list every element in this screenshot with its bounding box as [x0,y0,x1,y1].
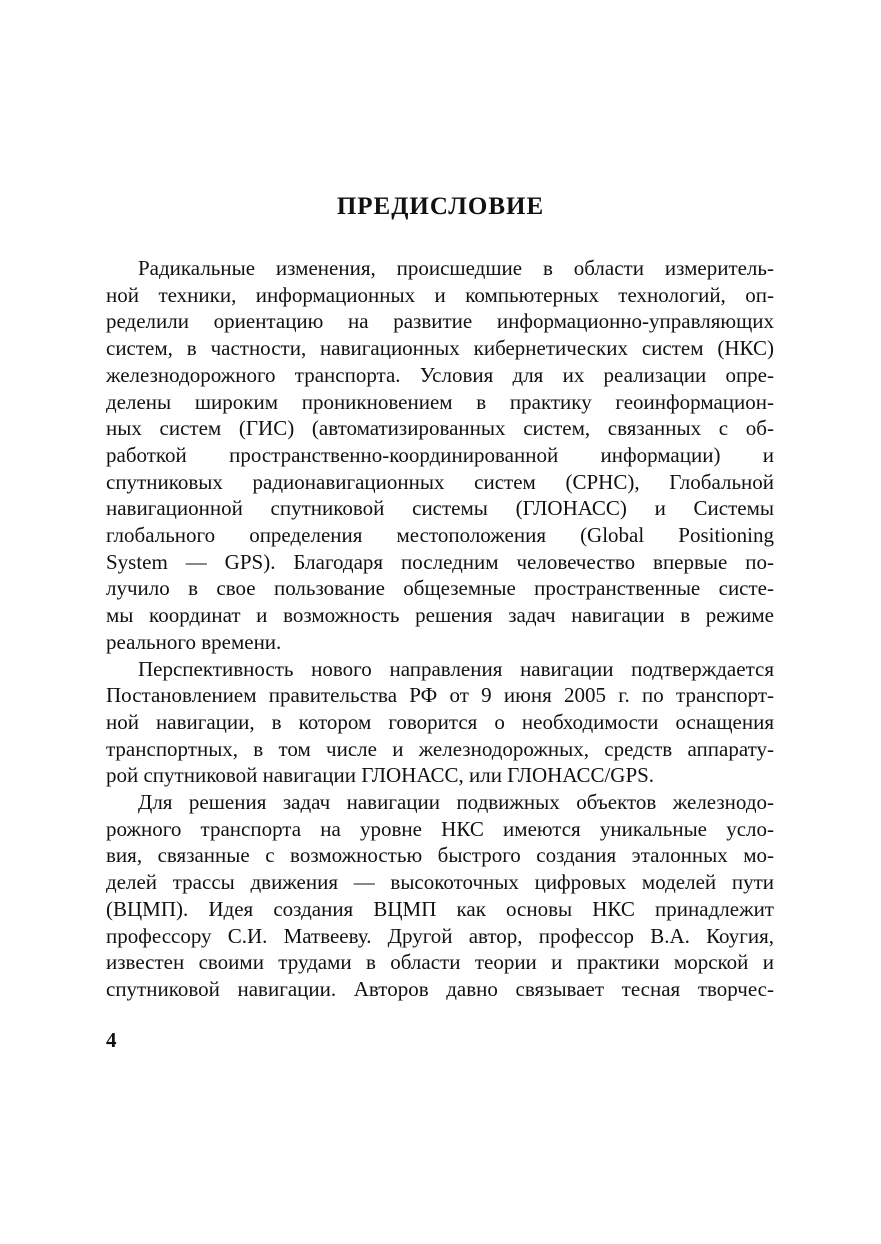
paragraph-1 [106,255,774,656]
paragraph-3 [106,789,774,1003]
text-line: System — GPS). Благодаря последним человечество впервые по- [106,549,774,574]
text-line: ной техники, информационных и компьютерных технологий, оп- [106,282,774,307]
text-line: ной навигации, в котором говорится о необходимости оснащения [106,709,774,734]
text-line: Постановлением правительства РФ от 9 июня 2005 г. по транспорт- [106,683,774,708]
text-line: Радикальные изменения, происшедшие в области измеритель- [138,256,774,280]
text-line: навигационной спутниковой системы (ГЛОНАСС) и Системы [106,496,774,521]
text-line: вия, связанные с возможностью быстрого создания эталонных мо- [106,843,774,868]
text-line: железнодорожного транспорта. Условия для их реализации опре- [106,362,774,387]
paragraph-2 [106,656,774,790]
text-line: ределили ориентацию на развитие информационно-управляющих [106,309,774,334]
text-line: реального времени. [106,629,282,654]
text-line: делей трассы движения — высокоточных цифровых моделей пути [106,870,774,895]
text-line: работкой пространственно-координированной информации) и [106,442,774,467]
text-line: (ВЦМП). Идея создания ВЦМП как основы НКС принадлежит [106,896,774,921]
text-line: спутниковых радионавигационных систем (СРНС), Глобальной [106,469,774,494]
page-number: 4 [106,1028,117,1052]
text-line: известен своими трудами в области теории и практики морской и [106,950,774,975]
text-line: транспортных, в том числе и железнодорожных, средств аппарату- [106,736,774,761]
text-line: мы координат и возможность решения задач навигации в режиме [106,603,774,628]
page-title: ПРЕДИСЛОВИЕ [336,193,545,220]
text-line: глобального определения местоположения (Global Positioning [106,523,774,548]
body-text [106,255,774,1003]
text-line: делены широким проникновением в практику геоинформацион- [106,389,774,414]
text-line: ных систем (ГИС) (автоматизированных систем, связанных с об- [106,416,774,441]
text-line: Для решения задач навигации подвижных объектов железнодо- [138,790,774,815]
text-line: спутниковой навигации. Авторов давно связывает тесная творчес- [106,976,774,1001]
text-line: рожного транспорта на уровне НКС имеются уникальные усло- [106,816,774,841]
text-line: лучило в свое пользование общеземные пространственные систе- [106,576,774,601]
text-line: систем, в частности, навигационных кибернетических систем (НКС) [106,336,774,361]
text-line: Перспективность нового направления навигации подтверждается [138,656,774,681]
text-line: рой спутниковой навигации ГЛОНАСС, или ГЛОНАСС/GPS. [106,763,655,788]
text-line: профессору С.И. Матвееву. Другой автор, профессор В.А. Коугия, [106,923,774,948]
